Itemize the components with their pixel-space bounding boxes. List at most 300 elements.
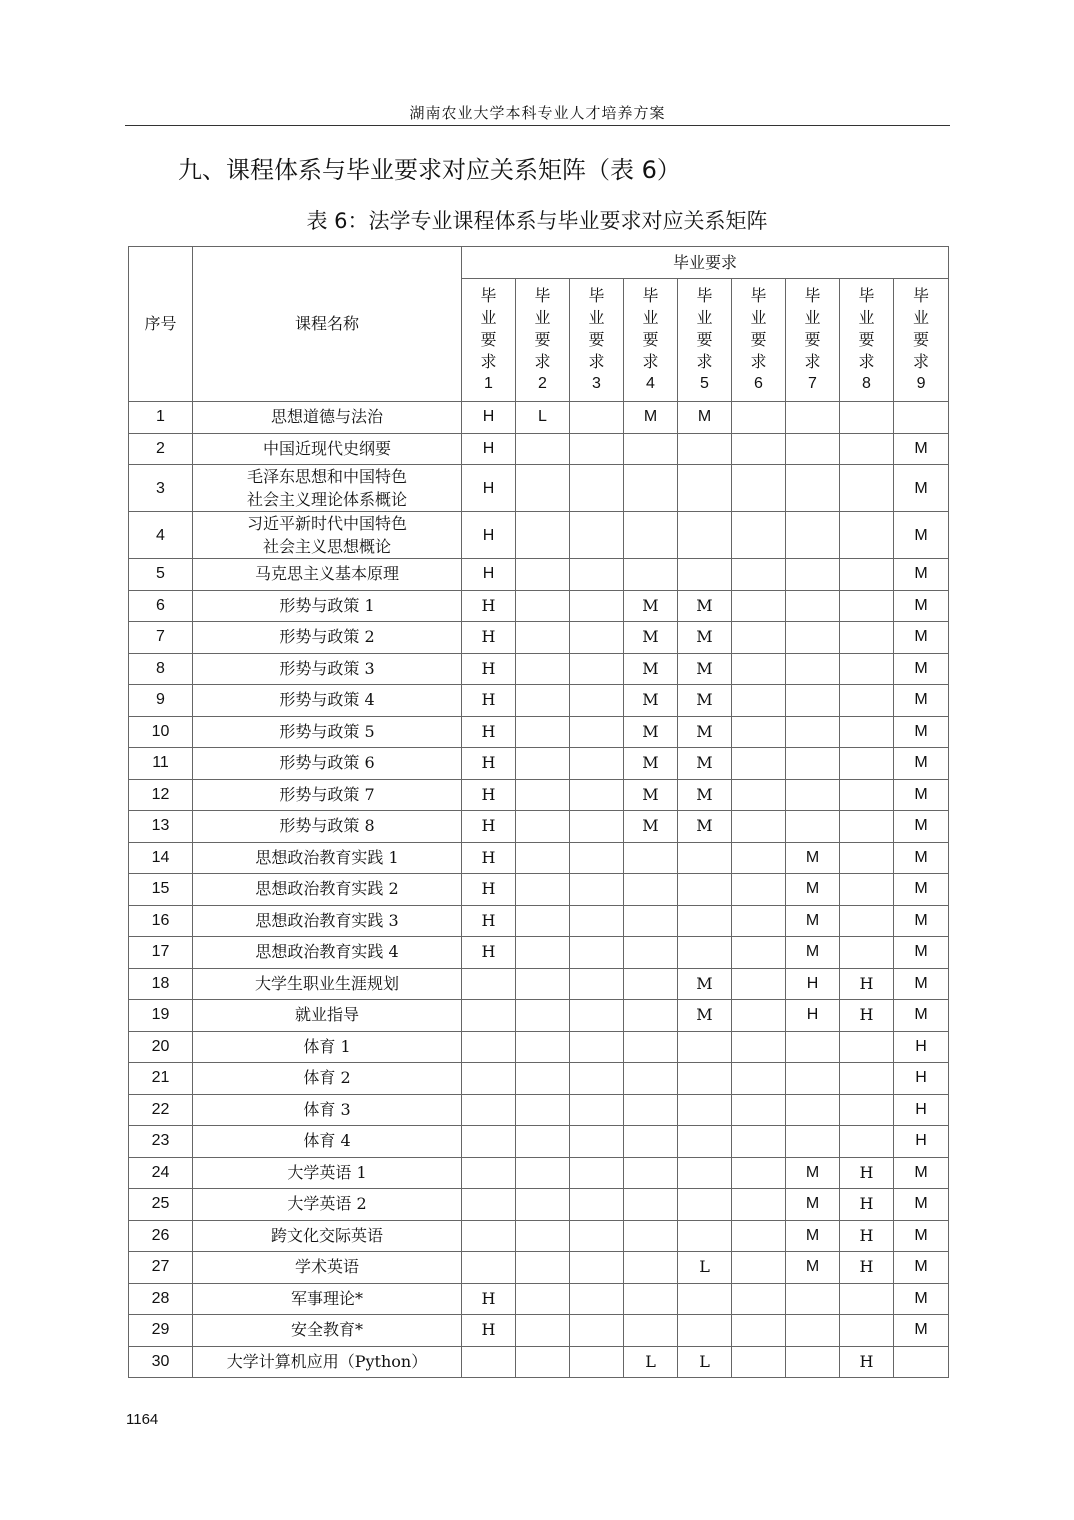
- requirement-mark-3: [570, 1063, 624, 1095]
- requirement-mark-1: H: [462, 811, 516, 843]
- requirement-mark-8: H: [840, 1346, 894, 1378]
- requirement-mark-6: [732, 1252, 786, 1284]
- requirement-mark-9: M: [894, 1189, 949, 1221]
- requirement-mark-7: [786, 590, 840, 622]
- course-name-line: 中国近现代史纲要: [262, 438, 391, 458]
- row-index: 17: [129, 937, 193, 969]
- requirement-mark-8: [840, 512, 894, 559]
- course-name-line: 体育 1: [303, 1036, 351, 1056]
- requirement-mark-8: [840, 433, 894, 465]
- requirement-mark-4: [624, 968, 678, 1000]
- requirement-mark-4: M: [624, 685, 678, 717]
- requirement-mark-5: M: [678, 1000, 732, 1032]
- course-name-line: 体育 4: [303, 1131, 351, 1151]
- requirement-mark-4: [624, 842, 678, 874]
- requirement-mark-8: [840, 779, 894, 811]
- requirement-mark-3: [570, 1157, 624, 1189]
- course-name-line: 形势与政策 8: [279, 816, 375, 836]
- requirement-mark-7: [786, 512, 840, 559]
- requirement-mark-9: M: [894, 842, 949, 874]
- requirement-mark-3: [570, 1031, 624, 1063]
- table-row: [129, 1126, 949, 1158]
- course-name: [193, 716, 462, 748]
- course-requirement-matrix: [128, 246, 949, 1378]
- requirement-mark-6: [732, 465, 786, 512]
- course-name-line: 思想政治教育实践 4: [255, 942, 399, 962]
- requirement-mark-7: [786, 1031, 840, 1063]
- requirement-mark-3: [570, 1315, 624, 1347]
- requirement-mark-8: [840, 465, 894, 512]
- requirement-mark-9: M: [894, 559, 949, 591]
- table-row: [129, 1094, 949, 1126]
- row-index: 19: [129, 1000, 193, 1032]
- requirement-mark-7: M: [786, 842, 840, 874]
- requirement-mark-7: [786, 685, 840, 717]
- table-row: [129, 842, 949, 874]
- requirement-mark-2: [516, 811, 570, 843]
- requirement-mark-4: M: [624, 622, 678, 654]
- requirement-mark-4: M: [624, 402, 678, 434]
- requirement-mark-2: [516, 716, 570, 748]
- requirement-mark-2: [516, 1094, 570, 1126]
- requirement-mark-7: H: [786, 1000, 840, 1032]
- course-name-line: 思想政治教育实践 1: [255, 847, 399, 867]
- requirement-mark-2: [516, 1346, 570, 1378]
- requirement-mark-3: [570, 653, 624, 685]
- requirement-mark-9: M: [894, 1157, 949, 1189]
- course-name-line: 安全教育*: [290, 1320, 363, 1340]
- requirement-mark-2: [516, 465, 570, 512]
- requirement-mark-9: M: [894, 968, 949, 1000]
- requirement-mark-1: [462, 1346, 516, 1378]
- table-row: [129, 1346, 949, 1378]
- course-name: [193, 1346, 462, 1378]
- course-name-line: 马克思主义基本原理: [254, 564, 399, 584]
- course-name: [193, 748, 462, 780]
- requirement-mark-6: [732, 1315, 786, 1347]
- course-name: [193, 1315, 462, 1347]
- requirement-mark-4: M: [624, 653, 678, 685]
- requirement-mark-9: M: [894, 874, 949, 906]
- requirement-mark-8: [840, 811, 894, 843]
- requirement-mark-2: L: [516, 402, 570, 434]
- table-row: [129, 622, 949, 654]
- requirement-mark-2: [516, 1063, 570, 1095]
- table-row: [129, 968, 949, 1000]
- requirement-mark-3: [570, 402, 624, 434]
- requirement-mark-2: [516, 842, 570, 874]
- requirement-mark-8: [840, 1031, 894, 1063]
- row-index: 13: [129, 811, 193, 843]
- course-name-line: 大学英语 2: [287, 1194, 367, 1214]
- course-name: [193, 1126, 462, 1158]
- header-requirement-9: 毕 业 要 求 9: [894, 279, 949, 402]
- requirement-mark-4: M: [624, 811, 678, 843]
- table-row: [129, 1220, 949, 1252]
- requirement-mark-2: [516, 1031, 570, 1063]
- row-index: 2: [129, 433, 193, 465]
- course-name-line: 形势与政策 4: [279, 690, 375, 710]
- table-row: [129, 905, 949, 937]
- requirement-mark-5: [678, 1126, 732, 1158]
- requirement-mark-8: [840, 685, 894, 717]
- requirement-mark-8: [840, 653, 894, 685]
- requirement-mark-8: [840, 905, 894, 937]
- requirement-mark-9: M: [894, 779, 949, 811]
- requirement-mark-5: [678, 512, 732, 559]
- requirement-mark-5: [678, 1094, 732, 1126]
- header-requirement-7: 毕 业 要 求 7: [786, 279, 840, 402]
- requirement-mark-4: [624, 1031, 678, 1063]
- requirement-mark-8: [840, 1063, 894, 1095]
- requirement-mark-7: [786, 402, 840, 434]
- requirement-mark-7: M: [786, 1157, 840, 1189]
- requirement-mark-3: [570, 716, 624, 748]
- requirement-mark-9: M: [894, 716, 949, 748]
- requirement-mark-9: M: [894, 1252, 949, 1284]
- requirement-mark-1: H: [462, 685, 516, 717]
- requirement-mark-5: [678, 1283, 732, 1315]
- requirement-mark-9: M: [894, 433, 949, 465]
- requirement-mark-2: [516, 685, 570, 717]
- requirement-mark-4: M: [624, 748, 678, 780]
- requirement-mark-2: [516, 1189, 570, 1221]
- requirement-mark-8: [840, 1094, 894, 1126]
- header-requirement-6: 毕 业 要 求 6: [732, 279, 786, 402]
- requirement-mark-1: [462, 1031, 516, 1063]
- requirement-mark-8: H: [840, 1220, 894, 1252]
- requirement-mark-9: H: [894, 1031, 949, 1063]
- requirement-mark-9: M: [894, 590, 949, 622]
- requirement-mark-8: H: [840, 1157, 894, 1189]
- requirement-mark-7: [786, 1126, 840, 1158]
- requirement-mark-2: [516, 1220, 570, 1252]
- requirement-mark-8: [840, 842, 894, 874]
- requirement-mark-6: [732, 1283, 786, 1315]
- requirement-mark-3: [570, 1283, 624, 1315]
- requirement-mark-2: [516, 905, 570, 937]
- table-row: [129, 1252, 949, 1284]
- course-name: [193, 937, 462, 969]
- requirement-mark-6: [732, 653, 786, 685]
- requirement-mark-2: [516, 559, 570, 591]
- requirement-mark-9: M: [894, 1283, 949, 1315]
- requirement-mark-9: [894, 1346, 949, 1378]
- table-row: [129, 1189, 949, 1221]
- row-index: 7: [129, 622, 193, 654]
- requirement-mark-6: [732, 433, 786, 465]
- requirement-mark-3: [570, 590, 624, 622]
- requirement-mark-4: [624, 433, 678, 465]
- course-name-line: 形势与政策 3: [279, 658, 375, 678]
- requirement-mark-4: [624, 1189, 678, 1221]
- row-index: 21: [129, 1063, 193, 1095]
- requirement-mark-6: [732, 937, 786, 969]
- requirement-mark-4: M: [624, 716, 678, 748]
- header-requirement-3: 毕 业 要 求 3: [570, 279, 624, 402]
- page-number: 1164: [126, 1411, 159, 1428]
- requirement-mark-9: [894, 402, 949, 434]
- requirement-mark-8: [840, 622, 894, 654]
- requirement-mark-7: [786, 559, 840, 591]
- row-index: 30: [129, 1346, 193, 1378]
- requirement-mark-5: [678, 842, 732, 874]
- requirement-mark-4: [624, 1220, 678, 1252]
- table-row: [129, 937, 949, 969]
- row-index: 3: [129, 465, 193, 512]
- requirement-mark-6: [732, 1157, 786, 1189]
- table-caption: 表 6：法学专业课程体系与毕业要求对应关系矩阵: [306, 209, 768, 233]
- requirement-mark-4: [624, 1315, 678, 1347]
- requirement-mark-6: [732, 590, 786, 622]
- course-name: [193, 1220, 462, 1252]
- requirement-mark-6: [732, 811, 786, 843]
- requirement-mark-5: [678, 874, 732, 906]
- requirement-mark-1: H: [462, 402, 516, 434]
- requirement-mark-1: H: [462, 779, 516, 811]
- row-index: 14: [129, 842, 193, 874]
- course-name-line: 体育 2: [303, 1068, 351, 1088]
- requirement-mark-7: M: [786, 874, 840, 906]
- requirement-mark-7: [786, 433, 840, 465]
- requirement-mark-9: M: [894, 653, 949, 685]
- course-name-line: 形势与政策 7: [279, 784, 375, 804]
- requirement-mark-5: M: [678, 653, 732, 685]
- table-row: [129, 748, 949, 780]
- requirement-mark-9: M: [894, 465, 949, 512]
- course-name: [193, 1094, 462, 1126]
- requirement-mark-7: [786, 748, 840, 780]
- requirement-mark-1: H: [462, 937, 516, 969]
- course-name-line: 形势与政策 2: [279, 627, 375, 647]
- requirement-mark-5: M: [678, 748, 732, 780]
- course-name: [193, 842, 462, 874]
- requirement-mark-4: [624, 1000, 678, 1032]
- requirement-mark-2: [516, 590, 570, 622]
- course-name-line: 军事理论*: [290, 1288, 363, 1308]
- course-name-line: 体育 3: [303, 1099, 351, 1119]
- requirement-mark-8: [840, 402, 894, 434]
- requirement-mark-3: [570, 779, 624, 811]
- requirement-mark-5: [678, 1315, 732, 1347]
- requirement-mark-7: M: [786, 1220, 840, 1252]
- requirement-mark-8: [840, 590, 894, 622]
- requirement-mark-2: [516, 433, 570, 465]
- requirement-mark-1: H: [462, 748, 516, 780]
- requirement-mark-5: M: [678, 402, 732, 434]
- requirement-mark-9: M: [894, 1000, 949, 1032]
- requirement-mark-7: [786, 653, 840, 685]
- requirement-mark-5: M: [678, 779, 732, 811]
- requirement-mark-4: [624, 1094, 678, 1126]
- table-row: [129, 1283, 949, 1315]
- requirement-mark-2: [516, 968, 570, 1000]
- course-name: [193, 1031, 462, 1063]
- requirement-mark-5: M: [678, 811, 732, 843]
- requirement-mark-7: [786, 1283, 840, 1315]
- requirement-mark-7: H: [786, 968, 840, 1000]
- row-index: 25: [129, 1189, 193, 1221]
- requirement-mark-2: [516, 1000, 570, 1032]
- requirement-mark-2: [516, 653, 570, 685]
- requirement-mark-6: [732, 622, 786, 654]
- running-header: 湖南农业大学本科专业人才培养方案: [125, 103, 950, 126]
- requirement-mark-5: M: [678, 590, 732, 622]
- course-name: [193, 622, 462, 654]
- course-name-line: 大学英语 1: [287, 1162, 367, 1182]
- course-name: [193, 1283, 462, 1315]
- requirement-mark-5: [678, 559, 732, 591]
- requirement-mark-1: H: [462, 1283, 516, 1315]
- requirement-mark-4: [624, 905, 678, 937]
- requirement-mark-8: [840, 1126, 894, 1158]
- requirement-mark-9: M: [894, 937, 949, 969]
- requirement-mark-6: [732, 1000, 786, 1032]
- requirement-mark-2: [516, 748, 570, 780]
- course-name-line: 大学生职业生涯规划: [254, 973, 399, 993]
- requirement-mark-5: L: [678, 1346, 732, 1378]
- requirement-mark-3: [570, 622, 624, 654]
- requirement-mark-3: [570, 874, 624, 906]
- requirement-mark-4: [624, 465, 678, 512]
- course-name: [193, 1000, 462, 1032]
- header-requirement-1: 毕 业 要 求 1: [462, 279, 516, 402]
- requirement-mark-9: H: [894, 1126, 949, 1158]
- course-name: [193, 465, 462, 512]
- requirement-mark-9: M: [894, 811, 949, 843]
- requirement-mark-1: [462, 1000, 516, 1032]
- requirement-mark-6: [732, 779, 786, 811]
- course-name-line: 学术英语: [294, 1257, 359, 1277]
- requirement-mark-8: H: [840, 1000, 894, 1032]
- course-name-line: 大学计算机应用（Python）: [226, 1351, 428, 1371]
- requirement-mark-6: [732, 874, 786, 906]
- course-name-line: 社会主义理论体系概论: [246, 490, 407, 509]
- course-name: [193, 1252, 462, 1284]
- header-course-name: 课程名称: [193, 247, 462, 402]
- requirement-mark-6: [732, 512, 786, 559]
- requirement-mark-9: M: [894, 905, 949, 937]
- requirement-mark-7: [786, 1315, 840, 1347]
- requirement-mark-1: H: [462, 1315, 516, 1347]
- table-row: [129, 1315, 949, 1347]
- requirement-mark-4: [624, 1157, 678, 1189]
- requirement-mark-4: [624, 1252, 678, 1284]
- course-name-line: 思想政治教育实践 3: [255, 910, 399, 930]
- course-name: [193, 590, 462, 622]
- course-name: [193, 968, 462, 1000]
- course-name: [193, 653, 462, 685]
- requirement-mark-1: H: [462, 465, 516, 512]
- requirement-mark-3: [570, 1220, 624, 1252]
- header-requirement-2: 毕 业 要 求 2: [516, 279, 570, 402]
- requirement-mark-3: [570, 1126, 624, 1158]
- requirement-mark-3: [570, 685, 624, 717]
- course-name-line: 思想政治教育实践 2: [255, 879, 399, 899]
- row-index: 10: [129, 716, 193, 748]
- requirement-mark-2: [516, 1283, 570, 1315]
- row-index: 16: [129, 905, 193, 937]
- requirement-mark-3: [570, 842, 624, 874]
- requirement-mark-4: L: [624, 1346, 678, 1378]
- course-name-line: 社会主义思想概论: [262, 537, 391, 556]
- course-name-line: 形势与政策 5: [279, 721, 375, 741]
- course-name: [193, 512, 462, 559]
- requirement-mark-3: [570, 1346, 624, 1378]
- requirement-mark-4: [624, 1283, 678, 1315]
- requirement-mark-9: H: [894, 1094, 949, 1126]
- table-row: [129, 653, 949, 685]
- requirement-mark-4: [624, 874, 678, 906]
- course-name-line: 形势与政策 6: [279, 753, 375, 773]
- row-index: 11: [129, 748, 193, 780]
- requirement-mark-5: M: [678, 685, 732, 717]
- row-index: 23: [129, 1126, 193, 1158]
- requirement-mark-4: [624, 559, 678, 591]
- row-index: 8: [129, 653, 193, 685]
- requirement-mark-5: [678, 1189, 732, 1221]
- requirement-mark-5: [678, 1157, 732, 1189]
- requirement-mark-7: [786, 1346, 840, 1378]
- requirement-mark-6: [732, 1126, 786, 1158]
- course-name-line: 思想道德与法治: [270, 407, 383, 427]
- requirement-mark-3: [570, 465, 624, 512]
- course-name: [193, 779, 462, 811]
- requirement-mark-3: [570, 748, 624, 780]
- requirement-mark-2: [516, 779, 570, 811]
- table-row: [129, 874, 949, 906]
- table-row: [129, 1063, 949, 1095]
- requirement-mark-6: [732, 968, 786, 1000]
- requirement-mark-7: [786, 465, 840, 512]
- requirement-mark-2: [516, 1252, 570, 1284]
- requirement-mark-6: [732, 559, 786, 591]
- row-index: 1: [129, 402, 193, 434]
- requirement-mark-8: H: [840, 968, 894, 1000]
- requirement-mark-8: [840, 874, 894, 906]
- course-name: [193, 1189, 462, 1221]
- requirement-mark-8: [840, 559, 894, 591]
- row-index: 9: [129, 685, 193, 717]
- requirement-mark-6: [732, 842, 786, 874]
- requirement-mark-2: [516, 1315, 570, 1347]
- row-index: 22: [129, 1094, 193, 1126]
- requirement-mark-6: [732, 1346, 786, 1378]
- course-name: [193, 433, 462, 465]
- row-index: 5: [129, 559, 193, 591]
- course-name-line: 就业指导: [294, 1005, 359, 1025]
- requirement-mark-1: H: [462, 653, 516, 685]
- requirement-mark-8: H: [840, 1252, 894, 1284]
- requirement-mark-8: [840, 1283, 894, 1315]
- requirement-mark-1: [462, 1252, 516, 1284]
- requirement-mark-1: [462, 1094, 516, 1126]
- row-index: 26: [129, 1220, 193, 1252]
- table-row: [129, 512, 949, 559]
- course-name: [193, 874, 462, 906]
- requirement-mark-6: [732, 905, 786, 937]
- requirement-mark-2: [516, 1126, 570, 1158]
- requirement-mark-5: M: [678, 716, 732, 748]
- requirement-mark-2: [516, 622, 570, 654]
- requirement-mark-9: M: [894, 1220, 949, 1252]
- course-name: [193, 685, 462, 717]
- requirement-mark-6: [732, 402, 786, 434]
- requirement-mark-7: [786, 1094, 840, 1126]
- requirement-mark-4: [624, 937, 678, 969]
- requirement-mark-4: [624, 512, 678, 559]
- requirement-mark-1: H: [462, 433, 516, 465]
